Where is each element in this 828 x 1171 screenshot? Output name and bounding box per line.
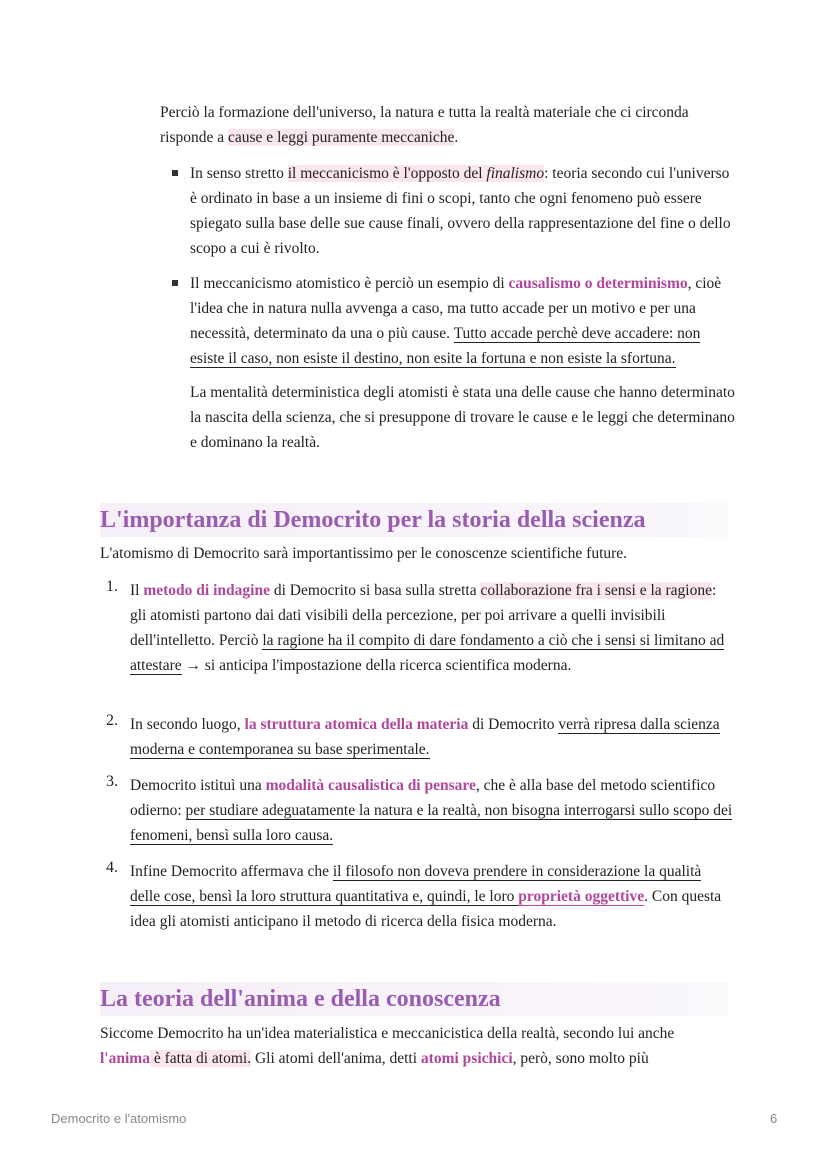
keyword-metodo: metodo di indagine xyxy=(143,582,270,599)
list-item-3: 3. Democrito istituì una modalità causalistica di pensare, che è alla base del metodo scientifico odierno: per studiare adeguatamente la natura e la realtà, non bisogna interrogarsi sullo scopo dei fenomeni, bensì sulla loro causa. xyxy=(106,773,733,844)
list-item-4: 4. Infine Democrito affermava che il filosofo non doveva prendere in considerazione la qualità delle cose, bensì la loro struttura quantitativa e, quindi, le loro proprietà oggettive. Con questa idea gli atomisti anticipano il metodo di ricerca della fisica moderna. xyxy=(106,859,722,930)
keyword-determinismo: causalismo o determinismo xyxy=(508,275,688,292)
underlined-text: Tutto accade perchè deve accadere: non esiste il caso, non esiste il destino, non esite la fortuna e non esiste la sfortuna. xyxy=(190,325,701,367)
term-finalismo: finalismo xyxy=(486,165,545,182)
bullet-square-icon xyxy=(172,170,178,176)
intro-text: Perciò la formazione dell'universo, la natura e tutta la realtà materiale che ci circonda risponde a xyxy=(160,104,689,146)
keyword-anima: l'anima xyxy=(100,1050,150,1067)
footer-title: Democrito e l'atomismo xyxy=(51,1111,187,1126)
section2-paragraph: Siccome Democrito ha un'idea materialistica e meccanicistica della realtà, secondo lui anche l'anima è fatta di atomi. Gli atomi dell'anima, detti atomi psichici, però, sono molto più xyxy=(100,1025,675,1067)
list-number: 4. xyxy=(106,859,118,876)
underlined-text: verrà ripresa dalla scienza moderna e contemporanea su base sperimentale. xyxy=(130,716,720,758)
highlight-meccanicismo: il meccanicismo è l'opposto del xyxy=(287,165,487,182)
underlined-text: per studiare adeguatamente la natura e la realtà, non bisogna interrogarsi sullo scopo dei fenomeni, bensì sulla loro causa. xyxy=(130,802,733,844)
intro-highlight: cause e leggi puramente meccaniche xyxy=(228,129,455,146)
list-number: 2. xyxy=(106,712,118,729)
underlined-text: il filosofo non doveva prendere in considerazione la qualità delle cose, bensì la loro struttura quantitativa e, quindi, le loro xyxy=(130,863,702,905)
section-lead: L'atomismo di Democrito sarà importantissimo per le conoscenze scientifiche future. xyxy=(100,545,628,562)
page-number: 6 xyxy=(770,1111,778,1126)
keyword-struttura: la struttura atomica della materia xyxy=(244,716,469,733)
section-heading-anima: La teoria dell'anima e della conoscenza xyxy=(100,982,728,1016)
bullet-paragraph: La mentalità deterministica degli atomisti è stata una delle cause che hanno determinato la nascita della scienza, che si presuppone di trovare le cause e le leggi che determinano e dominano la realtà. xyxy=(190,384,735,451)
intro-end: . xyxy=(454,129,459,146)
bullet-square-icon xyxy=(172,280,178,286)
intro-paragraph xyxy=(160,100,720,150)
keyword-modalita: modalità causalistica di pensare xyxy=(265,777,476,794)
section-heading-scienza: L'importanza di Democrito per la storia della scienza xyxy=(100,503,728,537)
bullet-item-finalismo: In senso stretto il meccanicismo è l'opposto del finalismo: teoria secondo cui l'universo è ordinato in base a un insieme di fini o scopi, tanto che ogni fenomeno può essere spiegato sulla base delle sue cause finali, ovvero della rappresentazione del fine o dello scopo a cui è rivolto. xyxy=(190,161,735,261)
keyword-proprieta: proprietà oggettive xyxy=(518,888,645,905)
highlight-collaborazione: collaborazione fra i sensi e la ragione xyxy=(480,582,712,599)
keyword-atomi-psichici: atomi psichici xyxy=(420,1050,513,1067)
list-item-2: 2. In secondo luogo, la struttura atomica della materia di Democrito verrà ripresa dalla scienza moderna e contemporanea su base sperimentale. xyxy=(106,712,720,758)
list-number: 3. xyxy=(106,773,118,790)
bullet-item-determinismo: Il meccanicismo atomistico è perciò un esempio di causalismo o determinismo, cioè l'idea che in natura nulla avvenga a caso, ma tutto accade per un motivo e per una necessità, determinato da una o più cause. Tutto accade perchè deve accadere: non esiste il caso, non esiste il destino, non esite la fortuna e non esiste la sfortuna. La mentalità deterministica degli atomisti è stata una delle cause che hanno determinato la nascita della scienza, che si presuppone di trovare le cause e le leggi che determinano e dominano la realtà. xyxy=(190,271,735,455)
list-number: 1. xyxy=(106,578,118,595)
highlight-atomi: è fatta di atomi. xyxy=(149,1050,252,1067)
list-item-1: 1. Il metodo di indagine di Democrito si basa sulla stretta collaborazione fra i sensi e la ragione: gli atomisti partono dai dati visibili della percezione, per poi arrivare a quelli invisibili dell'intelletto. Perciò la ragione ha il compito di dare fondamento a ciò che i sensi si limitano ad attestare → si anticipa l'impostazione della ricerca scientifica moderna. xyxy=(106,578,725,674)
underlined-text: la ragione ha il compito di dare fondamento a ciò che i sensi si limitano ad attestare xyxy=(130,632,725,674)
